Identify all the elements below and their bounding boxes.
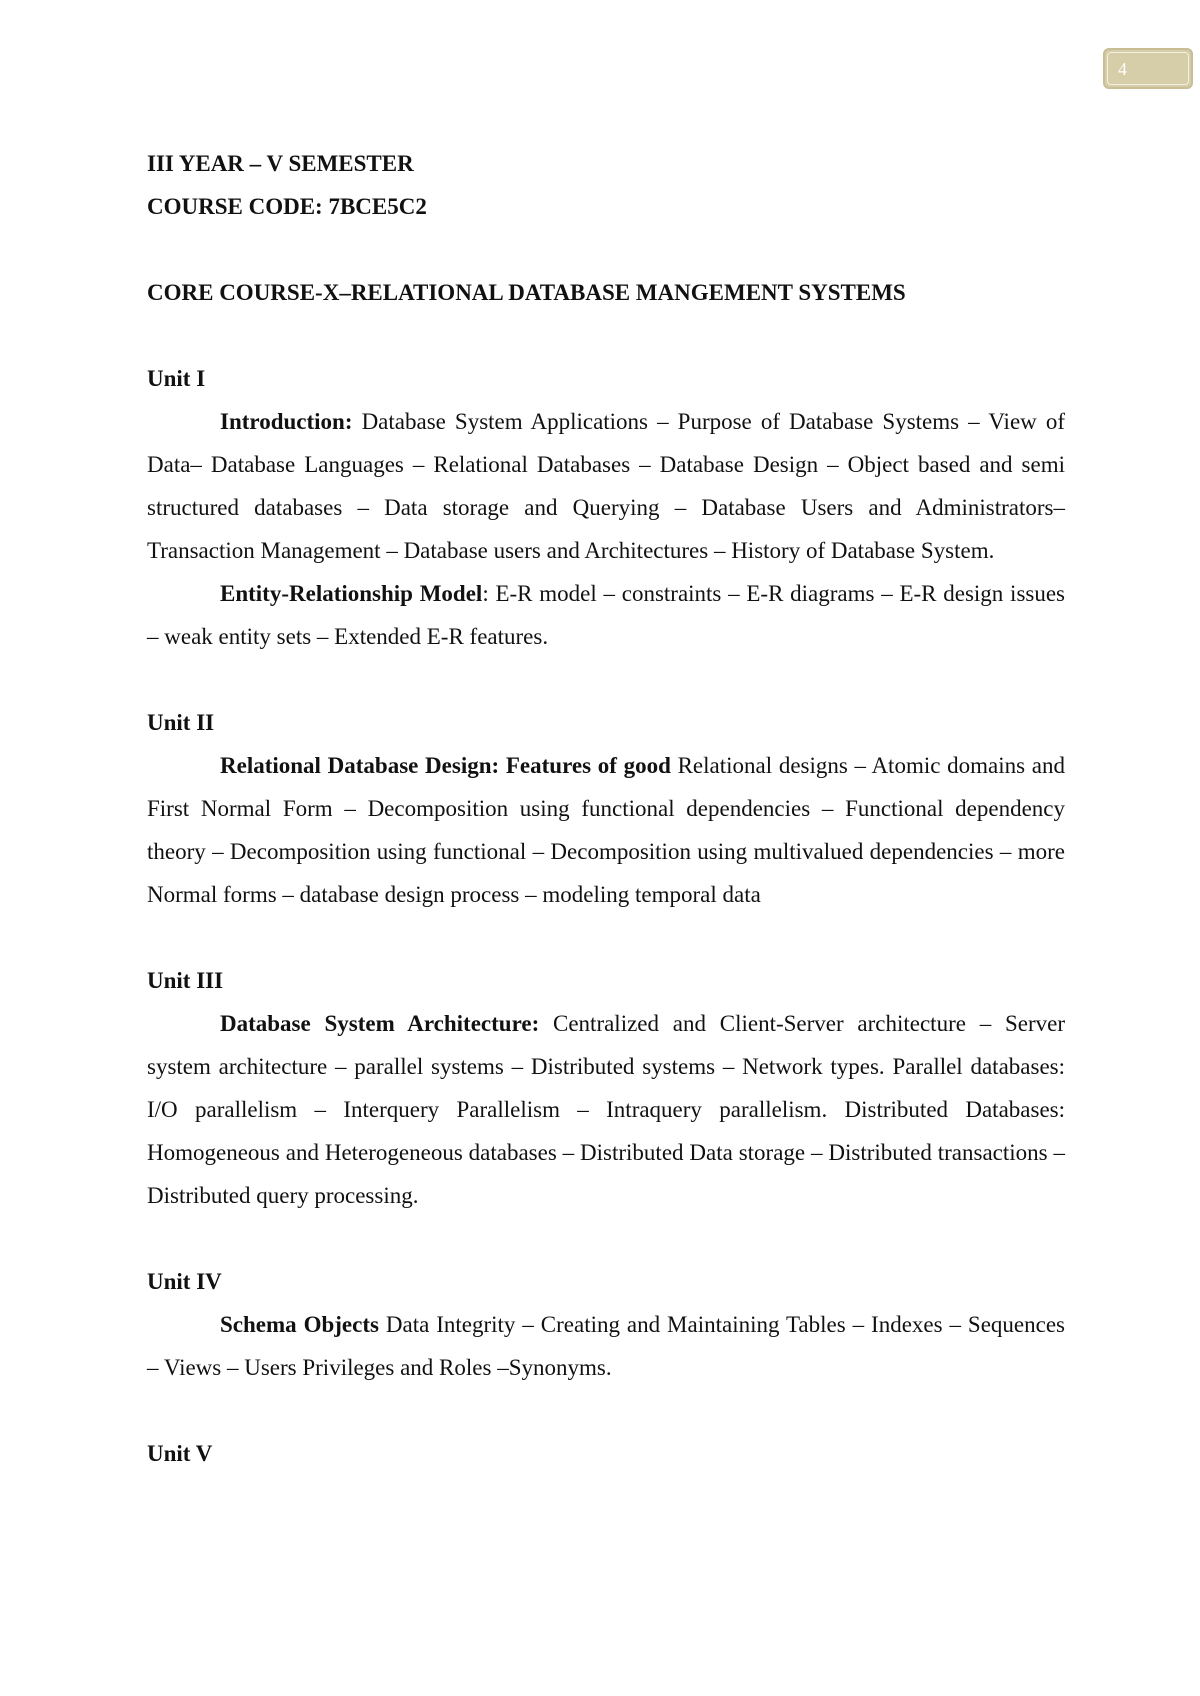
unit-2-heading: Unit II <box>147 710 215 735</box>
unit-4-lead: Schema Objects <box>220 1312 379 1337</box>
unit-3-lead: Database System Architecture: <box>220 1011 540 1036</box>
page-number-badge <box>1103 48 1193 89</box>
unit-1-introduction-paragraph <box>147 400 1065 572</box>
unit-3-paragraph <box>147 1002 1065 1217</box>
unit-1-er-model-paragraph <box>147 572 1065 658</box>
unit-1-introduction-text: Database System Applications – Purpose of Database Systems – View of Data– Database Languages – Relational Databases – Database Design – Object based and semi structured databases – Data storage and Querying – Database Users and Administrators– Transaction Management – Database users and Architectures – History of Database System. <box>147 409 1065 563</box>
spacer <box>147 1389 1065 1432</box>
unit-1-er-model-lead: Entity-Relationship Model <box>220 581 483 606</box>
syllabus-content <box>147 142 1065 1475</box>
year-semester: III YEAR – V SEMESTER <box>147 151 414 176</box>
spacer <box>147 314 1065 357</box>
unit-1-introduction-lead: Introduction: <box>220 409 353 434</box>
unit-4-heading: Unit IV <box>147 1269 222 1294</box>
unit-1-heading: Unit I <box>147 366 206 391</box>
unit-2-paragraph <box>147 744 1065 916</box>
spacer <box>147 228 1065 271</box>
unit-5-heading: Unit V <box>147 1441 213 1466</box>
page-number: 4 <box>1107 52 1189 85</box>
course-code: COURSE CODE: 7BCE5C2 <box>147 194 427 219</box>
unit-3-heading: Unit III <box>147 968 224 993</box>
unit-4-text: Data Integrity – Creating and Maintaining Tables – Indexes – Sequences – Views – Users Privileges and Roles –Synonyms. <box>147 1312 1066 1380</box>
unit-3-text: Centralized and Client-Server architecture – Server system architecture – parallel systems – Distributed systems – Network types. Parallel databases: I/O parallelism – Interquery Parallelism – Intraquery parallelism. Distributed Databases: Homogeneous and Heterogeneous databases – Distributed Data storage – Distributed transactions – Distributed query processing. <box>147 1011 1065 1208</box>
spacer <box>147 916 1065 959</box>
unit-2-lead: Relational Database Design: Features of good <box>220 753 671 778</box>
spacer <box>147 1217 1065 1260</box>
unit-1-er-model-text: : E-R model – constraints – E-R diagrams – E-R design issues – weak entity sets – Extended E-R features. <box>147 581 1066 649</box>
unit-4-paragraph <box>147 1303 1065 1389</box>
course-title: CORE COURSE-X–RELATIONAL DATABASE MANGEMENT SYSTEMS <box>147 280 906 305</box>
unit-2-text: Relational designs – Atomic domains and First Normal Form – Decomposition using functional dependencies – Functional dependency theory – Decomposition using functional – Decomposition using multivalued dependencies – more Normal forms – database design process – modeling temporal data <box>147 753 1065 907</box>
spacer <box>147 658 1065 701</box>
